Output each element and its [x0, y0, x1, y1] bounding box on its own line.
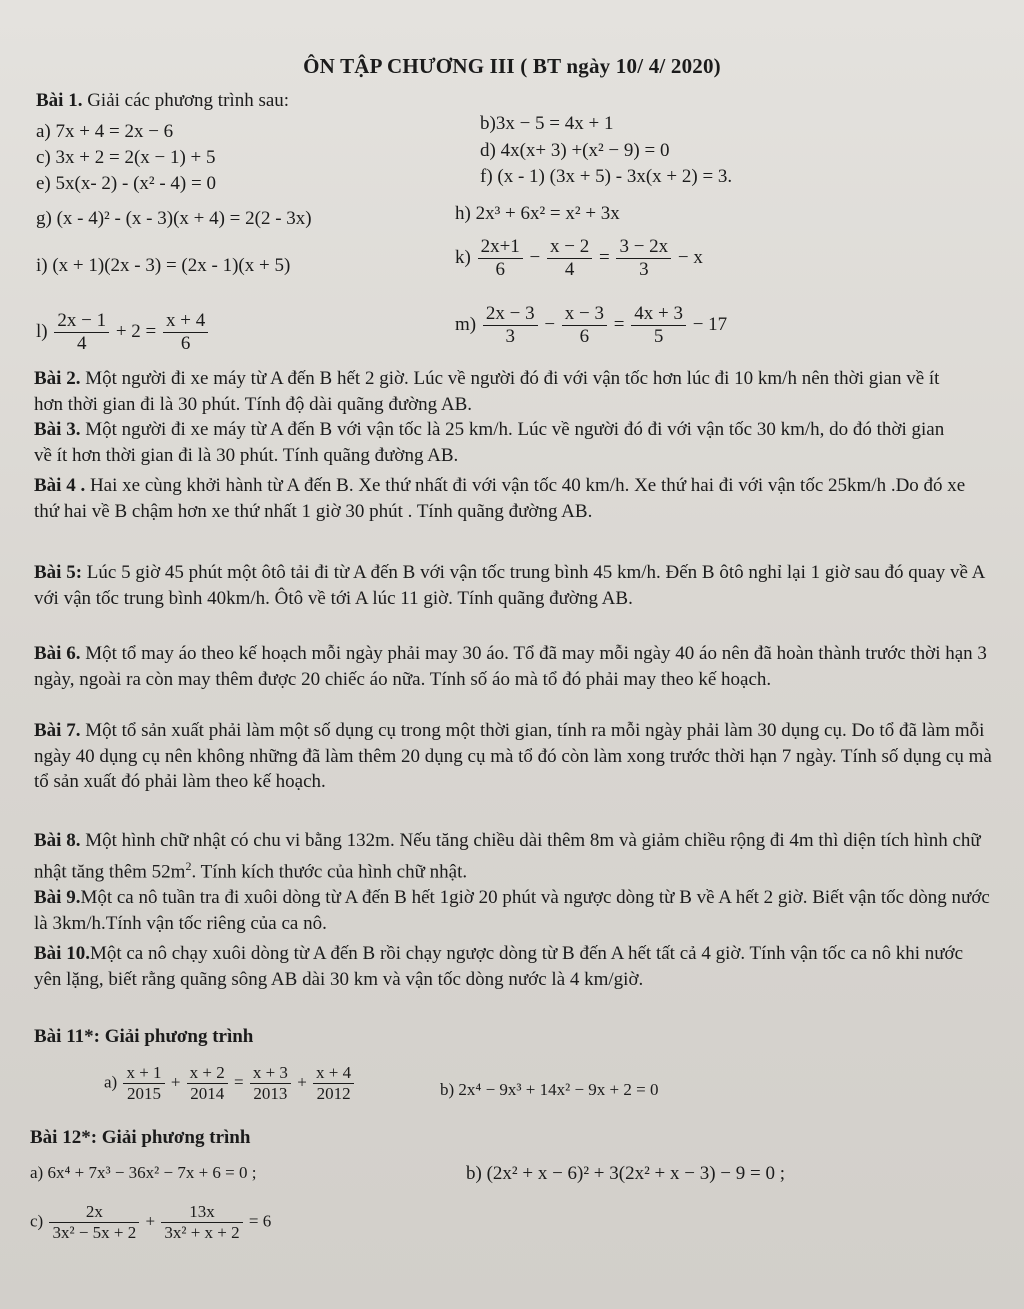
eq-12c-f2-num: 13x: [161, 1202, 242, 1223]
eq-1m-label: m): [455, 313, 477, 335]
bai8-heading: Bài 8.: [34, 830, 81, 851]
eq-1l-label: l): [36, 320, 48, 342]
eq-1k-f2-num: x − 2: [547, 236, 592, 259]
eq-1l-f2-den: 6: [180, 333, 191, 354]
exercise-bai7: [34, 718, 994, 795]
bai4-heading: Bài 4 .: [34, 475, 86, 496]
eq-1l-f2-num: x + 4: [163, 310, 208, 333]
bai6-heading: Bài 6.: [34, 643, 81, 664]
bai10-heading: Bài 10.: [34, 943, 90, 964]
eq-11a-f4-den: 2012: [316, 1084, 351, 1103]
bai1-prompt: Giải các phương trình sau:: [87, 90, 290, 111]
bai9-heading: Bài 9.: [34, 887, 81, 908]
eq-1m: m) $\frac{2x - 3}{3}$ − $\frac{x - 3}{6}$ = $\frac{4x + 3}{5}$ − 17: [455, 303, 728, 347]
page-title: ÔN TẬP CHƯƠNG III ( BT ngày 10/ 4/ 2020): [303, 54, 721, 78]
eq-11a-f2-num: x + 2: [187, 1063, 228, 1084]
eq-12c-tail: = 6: [248, 1211, 272, 1231]
eq-1k: k) $\frac{2x+1}{6}$ − $\frac{x - 2}{4}$ = $\frac{3 - 2x}{3}$ − x: [455, 236, 703, 280]
eq-11a-f4-num: x + 4: [313, 1063, 354, 1084]
eq-1k-f2-den: 4: [564, 259, 575, 280]
eq-1m-tail: − 17: [692, 313, 728, 335]
eq-1i: i) (x + 1)(2x - 3) = (2x - 1)(x + 5): [36, 255, 291, 276]
eq-11a: a) $\frac{x + 1}{2015}$ + $\frac{x + 2}{2014}$ = $\frac{x + 3}{2013}$ + $\frac{x + 4}{2012}$: [104, 1063, 356, 1104]
eq-1m-f2-den: 6: [579, 326, 590, 347]
eq-1e: e) 5x(x- 2) - (x² - 4) = 0: [36, 173, 216, 194]
exercise-bai3: [34, 417, 954, 468]
bai6-text: Một tổ may áo theo kế hoạch mỗi ngày phải may 30 áo. Tổ đã may mỗi ngày 40 áo nên đã hoàn thành trước thời hạn 3 ngày, ngoài ra còn may thêm được 20 chiếc áo nữa. Tính số áo mà tổ đó phải may theo kế hoạch.: [34, 643, 987, 690]
eq-1m-f3-num: 4x + 3: [631, 303, 686, 326]
eq-1c: c) 3x + 2 = 2(x − 1) + 5: [36, 147, 216, 168]
exercise-bai9: [34, 885, 994, 936]
bai9-text: Một ca nô tuần tra đi xuôi dòng từ A đến B hết 1giờ 20 phút và ngược dòng từ B về A hết 2 giờ. Biết vận tốc dòng nước là 3km/h.Tính vận tốc riêng của ca nô.: [34, 887, 990, 934]
eq-12c: c) $\frac{2x}{\text{3x² − 5x + 2}}$ + $\frac{13x}{\text{3x² + x + 2}}$ = 6: [30, 1202, 272, 1242]
eq-1l: [36, 310, 210, 355]
eq-11b: b) 2x⁴ − 9x³ + 14x² − 9x + 2 = 0: [440, 1080, 659, 1099]
eq-1g: g) (x - 4)² - (x - 3)(x + 4) = 2(2 - 3x): [36, 208, 312, 229]
eq-1l-mid: + 2 =: [115, 320, 157, 342]
exercise-bai10: [34, 941, 984, 992]
bai7-text: Một tổ sản xuất phải làm một số dụng cụ trong một thời gian, tính ra mỗi ngày phải làm 30 dụng cụ. Do tổ đã làm mỗi ngày 40 dụng cụ nên không những đã làm thêm 20 dụng cụ mà tổ đó còn làm xong trước thời hạn 7 ngày. Tính số dụng cụ mà tổ sản xuất đó phải làm theo kế hoạch.: [34, 720, 992, 793]
exercise-bai6: [34, 641, 994, 692]
eq-1l-f1-num: 2x − 1: [54, 310, 109, 333]
bai3-text: Một người đi xe máy từ A đến B với vận tốc là 25 km/h. Lúc về người đó đi với vận tốc 30 km/h, do đó thời gian về ít hơn thời gian đi là 30 phút. Tính quãng đường AB.: [34, 419, 945, 466]
bai1-heading: Bài 1.: [36, 90, 83, 111]
eq-1l-f1-den: 4: [76, 333, 87, 354]
eq-11a-f1-den: 2015: [127, 1084, 162, 1103]
bai7-heading: Bài 7.: [34, 720, 81, 741]
exercise-bai5: [34, 560, 994, 611]
eq-1b: b)3x − 5 = 4x + 1: [480, 113, 614, 134]
bai8-text-a: Một hình chữ nhật có chu vi bằng 132m. Nếu tăng chiều dài thêm 8m và giảm chiều rộng đi 4m thì diện tích hình chữ nhật tăng thêm 52m: [34, 830, 981, 882]
eq-1k-label: k): [455, 246, 471, 268]
eq-1m-f1-den: 3: [505, 326, 515, 347]
eq-12b: b) (2x² + x − 6)² + 3(2x² + x − 3) − 9 = 0 ;: [466, 1163, 786, 1184]
exercise-bai4: [34, 473, 984, 524]
eq-1m-f2-num: x − 3: [562, 303, 607, 326]
bai5-text: Lúc 5 giờ 45 phút một ôtô tải đi từ A đến B với vận tốc trung bình 45 km/h. Đến B ôtô nghỉ lại 1 giờ sau đó quay về A với vận tốc trung bình 40km/h. Ôtô về tới A lúc 11 giờ. Tính quãng đường AB.: [34, 562, 985, 609]
eq-1d: d) 4x(x+ 3) +(x² − 9) = 0: [480, 140, 670, 161]
bai8-text-b: . Tính kích thước của hình chữ nhật.: [191, 860, 468, 882]
exercise-bai2: [34, 366, 954, 417]
bai1-header: [36, 90, 289, 112]
bai8-sup: 2: [185, 858, 192, 873]
bai5-heading: Bài 5:: [34, 562, 83, 583]
eq-12c-f1-num: 2x: [49, 1202, 139, 1223]
eq-11a-f3-den: 2013: [253, 1084, 288, 1103]
bai12-heading: Bài 12*: Giải phương trình: [30, 1127, 251, 1148]
eq-11a-label: a): [104, 1072, 118, 1092]
eq-11a-f2-den: 2014: [190, 1084, 225, 1103]
eq-11a-f3-num: x + 3: [250, 1063, 291, 1084]
bai2-text: Một người đi xe máy từ A đến B hết 2 giờ. Lúc về người đó đi với vận tốc hơn lúc đi 10 km/h nên thời gian về ít hơn thời gian đi là 30 phút. Tính độ dài quãng đường AB.: [34, 368, 940, 415]
eq-1m-f1-num: 2x − 3: [483, 303, 538, 326]
eq-1m-f3-den: 5: [653, 326, 664, 347]
eq-1k-f1-num: 2x+1: [478, 236, 523, 259]
bai3-heading: Bài 3.: [34, 419, 81, 440]
bai2-heading: Bài 2.: [34, 368, 81, 389]
bai10-text: Một ca nô chạy xuôi dòng từ A đến B rồi chạy ngược dòng từ B đến A hết tất cả 4 giờ. Tính vận tốc ca nô khi nước yên lặng, biết rằng quãng sông AB dài 30 km và vận tốc dòng nước là 4 km/giờ.: [34, 943, 964, 990]
eq-1h: h) 2x³ + 6x² = x² + 3x: [455, 203, 620, 224]
bai11-heading: Bài 11*: Giải phương trình: [34, 1026, 254, 1047]
eq-11a-f1-num: x + 1: [123, 1063, 164, 1084]
eq-1k-f1-den: 6: [495, 259, 505, 280]
bai4-text: Hai xe cùng khởi hành từ A đến B. Xe thứ nhất đi với vận tốc 40 km/h. Xe thứ hai đi với vận tốc 25km/h .Do đó xe thứ hai về B chậm hơn xe thứ nhất 1 giờ 30 phút . Tính quãng đường AB.: [34, 475, 966, 522]
eq-12a: a) 6x⁴ + 7x³ − 36x² − 7x + 6 = 0 ;: [30, 1163, 257, 1182]
eq-1k-tail: − x: [677, 246, 703, 268]
eq-1k-f3-den: 3: [639, 259, 649, 280]
eq-12c-label: c): [30, 1211, 44, 1231]
eq-12c-f2-den: 3x² + x + 2: [164, 1223, 240, 1242]
eq-1k-f3-num: 3 − 2x: [616, 236, 671, 259]
eq-12c-f1-den: 3x² − 5x + 2: [52, 1223, 137, 1242]
exercise-bai8: [34, 828, 994, 885]
eq-1a: a) 7x + 4 = 2x − 6: [36, 121, 174, 142]
eq-1f: f) (x - 1) (3x + 5) - 3x(x + 2) = 3.: [480, 166, 733, 187]
